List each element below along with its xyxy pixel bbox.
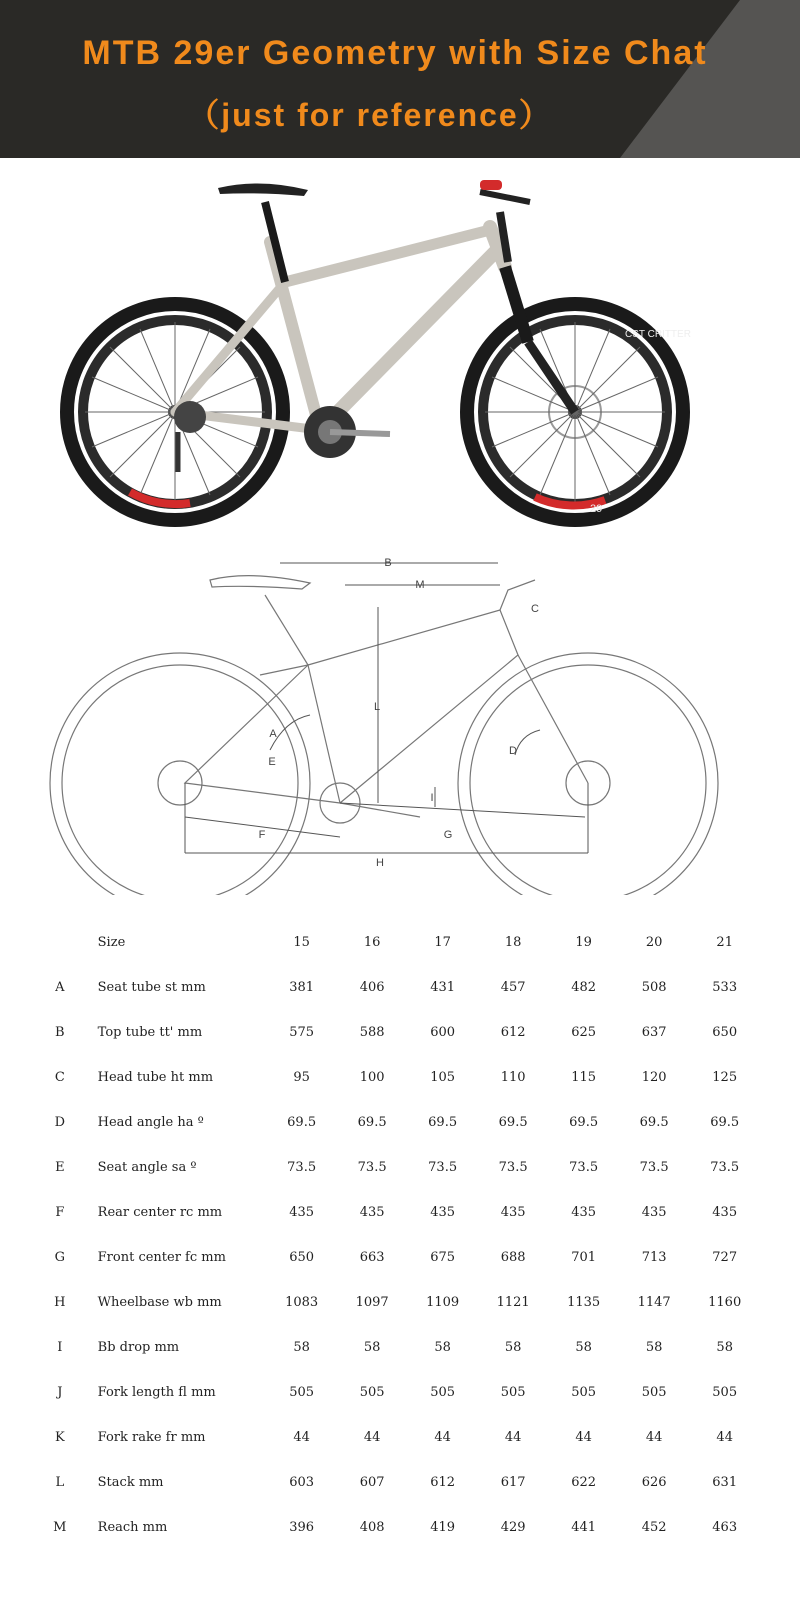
label-G: G (443, 829, 453, 841)
size-col: 17 (434, 935, 451, 950)
cell-value: 482 (571, 980, 597, 995)
row-letter: A (55, 980, 65, 995)
cell-value: 406 (359, 980, 385, 995)
label-F: F (258, 829, 266, 841)
cell-value: 435 (712, 1205, 738, 1220)
cell-value: 508 (641, 980, 667, 995)
cell-value: 575 (289, 1025, 315, 1040)
cell-value: 600 (430, 1025, 456, 1040)
cell-value: 631 (712, 1475, 738, 1490)
page-subtitle: （just for reference） (187, 97, 553, 133)
cell-value: 603 (289, 1475, 315, 1490)
cell-value: 73.5 (357, 1160, 387, 1175)
cell-value: 688 (500, 1250, 526, 1265)
cell-value: 1160 (708, 1295, 742, 1310)
cell-value: 1135 (567, 1295, 601, 1310)
cell-value: 69.5 (710, 1115, 740, 1130)
seat-and-post (218, 183, 308, 282)
row-letter: M (53, 1520, 67, 1535)
bike-photo (60, 172, 720, 552)
cell-value: 73.5 (498, 1160, 528, 1175)
table-row (40, 1010, 760, 1055)
size-col: 18 (504, 935, 522, 950)
label-A: A (269, 728, 277, 740)
label-M: M (415, 579, 425, 591)
cell-value: 69.5 (639, 1115, 669, 1130)
row-letter: E (55, 1160, 65, 1175)
row-label: Reach mm (97, 1520, 168, 1535)
cell-value: 73.5 (639, 1160, 669, 1175)
row-letter: D (54, 1115, 66, 1130)
size-col: 19 (575, 935, 592, 950)
cell-value: 419 (430, 1520, 456, 1535)
label-C: C (531, 603, 539, 615)
row-letter: L (55, 1475, 65, 1490)
cell-value: 44 (645, 1430, 663, 1445)
cell-value: 441 (571, 1520, 597, 1535)
cell-value: 58 (293, 1340, 310, 1355)
cell-value: 44 (716, 1430, 733, 1445)
table-header-row (40, 920, 760, 965)
row-label: Stack mm (97, 1475, 164, 1490)
cell-value: 1147 (637, 1295, 671, 1310)
cell-value: 73.5 (428, 1160, 458, 1175)
tire-text: CST CRITTER (625, 329, 691, 340)
table-row (40, 1460, 760, 1505)
header-banner (0, 0, 800, 158)
cell-value: 44 (293, 1430, 310, 1445)
row-letter: H (54, 1295, 66, 1310)
cell-value: 452 (641, 1520, 667, 1535)
cell-value: 1083 (285, 1295, 319, 1310)
geometry-table (40, 920, 760, 1550)
cell-value: 650 (712, 1025, 738, 1040)
cell-value: 607 (359, 1475, 385, 1490)
row-label: Seat tube st mm (97, 980, 206, 995)
table-row (40, 965, 760, 1010)
table-row (40, 1145, 760, 1190)
cell-value: 505 (430, 1385, 456, 1400)
cell-value: 58 (645, 1340, 663, 1355)
cell-value: 617 (500, 1475, 526, 1490)
cell-value: 429 (500, 1520, 526, 1535)
label-E: E (268, 756, 276, 768)
cell-value: 58 (504, 1340, 522, 1355)
cell-value: 463 (712, 1520, 738, 1535)
cell-value: 435 (641, 1205, 667, 1220)
table-row (40, 1280, 760, 1325)
cell-value: 110 (500, 1070, 526, 1085)
cell-value: 396 (289, 1520, 315, 1535)
cell-value: 457 (500, 980, 526, 995)
row-letter: J (57, 1385, 63, 1400)
size-col: 15 (293, 935, 310, 950)
cell-value: 95 (293, 1070, 310, 1085)
table-row (40, 1415, 760, 1460)
cell-value: 435 (500, 1205, 526, 1220)
label-H: H (376, 857, 384, 869)
cell-value: 1121 (496, 1295, 530, 1310)
size-col: 21 (716, 935, 733, 950)
cell-value: 701 (571, 1250, 597, 1265)
size-header: Size (97, 935, 126, 950)
cell-value: 435 (359, 1205, 385, 1220)
wheel-size-text: 29 (590, 503, 603, 515)
cell-value: 435 (571, 1205, 597, 1220)
cell-value: 58 (434, 1340, 451, 1355)
cell-value: 381 (289, 980, 315, 995)
label-L: L (373, 701, 381, 713)
cell-value: 58 (363, 1340, 381, 1355)
cell-value: 408 (359, 1520, 385, 1535)
cell-value: 505 (571, 1385, 597, 1400)
cell-value: 69.5 (569, 1115, 599, 1130)
cell-value: 1097 (355, 1295, 389, 1310)
cell-value: 713 (641, 1250, 667, 1265)
row-label: Wheelbase wb mm (97, 1295, 222, 1310)
cell-value: 622 (571, 1475, 597, 1490)
cell-value: 44 (434, 1430, 451, 1445)
cell-value: 505 (500, 1385, 526, 1400)
cell-value: 120 (641, 1070, 667, 1085)
cell-value: 100 (359, 1070, 385, 1085)
row-label: Top tube tt' mm (97, 1025, 203, 1040)
cell-value: 58 (575, 1340, 592, 1355)
cell-value: 73.5 (569, 1160, 599, 1175)
label-I: I (430, 792, 434, 804)
row-label: Rear center rc mm (97, 1205, 223, 1220)
label-B: B (384, 557, 392, 569)
row-label: Head angle ha º (97, 1115, 204, 1130)
cell-value: 73.5 (287, 1160, 317, 1175)
cell-value: 435 (430, 1205, 456, 1220)
cell-value: 533 (712, 980, 738, 995)
table-row (40, 1190, 760, 1235)
cell-value: 44 (363, 1430, 381, 1445)
cell-value: 44 (575, 1430, 592, 1445)
row-letter: G (54, 1250, 66, 1265)
cell-value: 115 (571, 1070, 597, 1085)
row-label: Seat angle sa º (97, 1160, 197, 1175)
row-letter: C (54, 1070, 65, 1085)
front-wheel (467, 304, 691, 520)
table-row (40, 1505, 760, 1550)
table-row (40, 1325, 760, 1370)
frame (175, 227, 505, 430)
cell-value: 505 (359, 1385, 385, 1400)
cell-value: 69.5 (428, 1115, 458, 1130)
row-label: Fork rake fr mm (97, 1430, 206, 1445)
table-row (40, 1055, 760, 1100)
table-row (40, 1370, 760, 1415)
cell-value: 650 (289, 1250, 315, 1265)
table-row (40, 1235, 760, 1280)
cell-value: 625 (571, 1025, 597, 1040)
row-label: Bb drop mm (97, 1340, 180, 1355)
cell-value: 727 (712, 1250, 738, 1265)
row-label: Front center fc mm (97, 1250, 226, 1265)
row-label: Head tube ht mm (97, 1070, 214, 1085)
cell-value: 612 (500, 1025, 526, 1040)
cell-value: 69.5 (287, 1115, 317, 1130)
row-label: Fork length fl mm (97, 1385, 216, 1400)
cell-value: 431 (430, 980, 456, 995)
row-letter: I (57, 1340, 63, 1355)
cell-value: 1109 (426, 1295, 460, 1310)
label-D: D (509, 745, 517, 757)
cell-value: 675 (430, 1250, 456, 1265)
cell-value: 435 (289, 1205, 315, 1220)
cell-value: 612 (430, 1475, 456, 1490)
cell-value: 73.5 (710, 1160, 740, 1175)
cell-value: 588 (359, 1025, 385, 1040)
size-col: 20 (645, 935, 663, 950)
cell-value: 69.5 (357, 1115, 387, 1130)
geometry-diagram (40, 555, 760, 895)
cell-value: 44 (504, 1430, 522, 1445)
row-letter: K (54, 1430, 65, 1445)
row-letter: F (55, 1205, 65, 1220)
cell-value: 626 (641, 1475, 667, 1490)
cell-value: 505 (712, 1385, 738, 1400)
cell-value: 105 (430, 1070, 456, 1085)
row-letter: B (55, 1025, 65, 1040)
cell-value: 505 (641, 1385, 667, 1400)
cell-value: 69.5 (498, 1115, 528, 1130)
cell-value: 58 (716, 1340, 733, 1355)
size-col: 16 (363, 935, 381, 950)
page-title: MTB 29er Geometry with Size Chat (82, 34, 708, 72)
cell-value: 125 (712, 1070, 738, 1085)
table-row (40, 1100, 760, 1145)
cell-value: 663 (359, 1250, 385, 1265)
cell-value: 637 (641, 1025, 667, 1040)
cell-value: 505 (289, 1385, 315, 1400)
